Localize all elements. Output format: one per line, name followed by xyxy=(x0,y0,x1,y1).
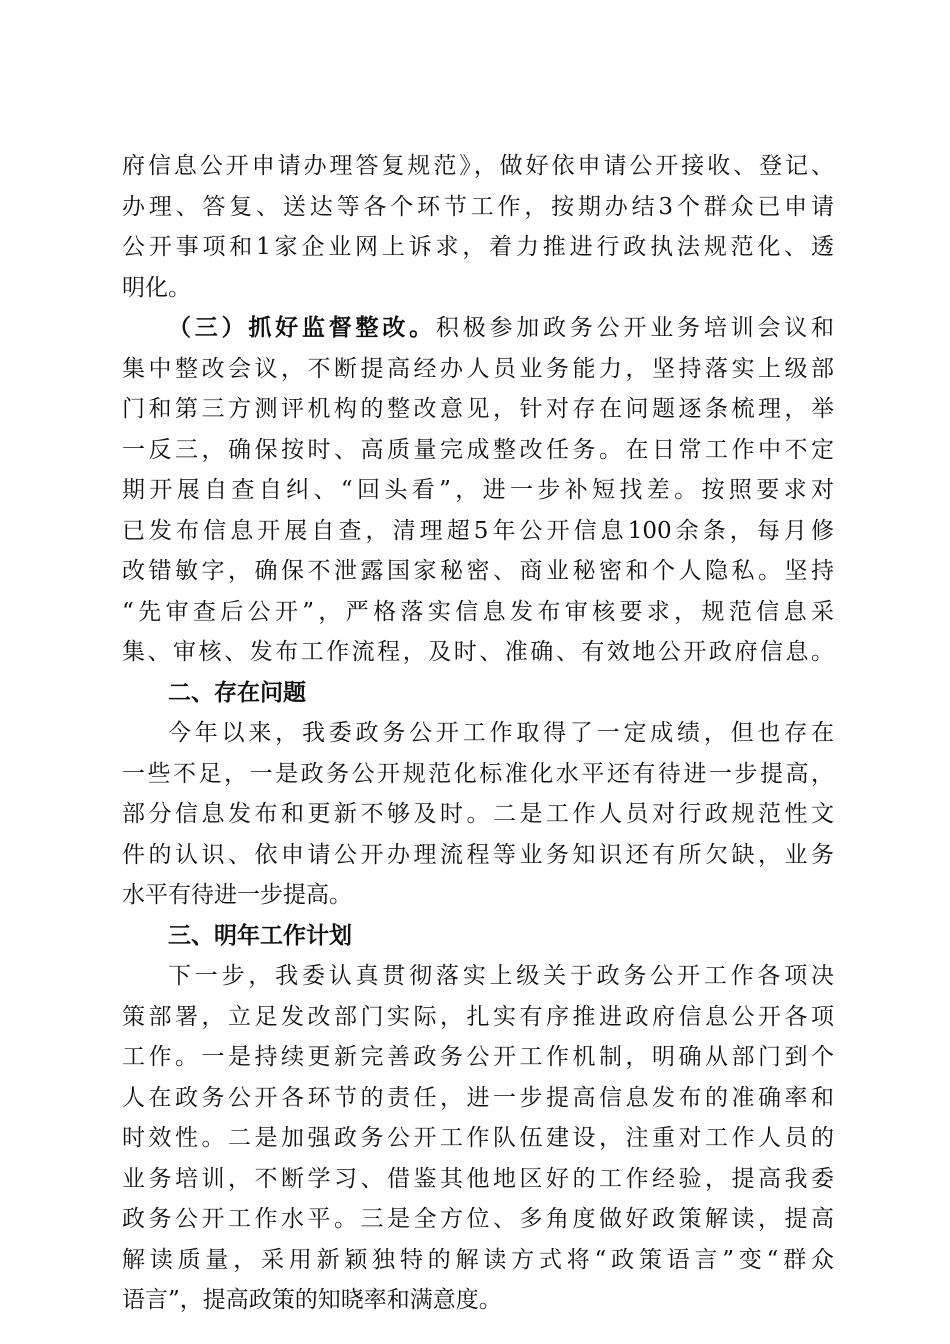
text-line: 时效性。二是加强政务公开工作队伍建设，注重对工作人员的 xyxy=(122,1125,834,1151)
text-line: 件的认识、依申请公开办理流程等业务知识还有所欠缺，业务 xyxy=(122,841,834,868)
section-heading: 二、存在问题 xyxy=(168,679,306,706)
text-line: 门和第三方测评机构的整改意见，针对存在问题逐条梳理，举 xyxy=(122,396,834,422)
text-line: 府信息公开申请办理答复规范》，做好依申请公开接收、登记、 xyxy=(122,153,834,179)
text-line: 策部署，立足发改部门实际，扎实有序推进政府信息公开各项 xyxy=(122,1003,834,1030)
text-line: 今年以来，我委政务公开工作取得了一定成绩，但也存在 xyxy=(168,720,834,746)
paragraph-intro xyxy=(122,146,834,308)
text-line: 水平有待进一步提高。 xyxy=(122,882,352,908)
text-line: 集中整改会议，不断提高经办人员业务能力，坚持落实上级部 xyxy=(122,355,834,382)
text-line: 业务培训，不断学习、借鉴其他地区好的工作经验，提高我委 xyxy=(122,1165,834,1192)
text-line: 一些不足，一是政务公开规范化标准化水平还有待进一步提高， xyxy=(122,760,834,787)
text-line: 解读质量，采用新颖独特的解读方式将“政策语言”变“群众 xyxy=(122,1246,834,1273)
section-plan xyxy=(122,916,834,1321)
text-line: 明化。 xyxy=(122,274,191,301)
text-line xyxy=(122,308,834,349)
text-line: 工作。一是持续更新完善政务公开工作机制，明确从部门到个 xyxy=(122,1044,834,1070)
section-problems xyxy=(122,673,834,916)
text-line: 改错敏字，确保不泄露国家秘密、商业秘密和个人隐私。坚持 xyxy=(122,558,834,584)
text-line: 政务公开工作水平。三是全方位、多角度做好政策解读，提高 xyxy=(122,1206,834,1232)
paragraph-supervision xyxy=(122,308,834,673)
subsection-lead: （三）抓好监督整改。 xyxy=(168,314,436,341)
text-line: 期开展自查自纠、“回头看”，进一步补短找差。按照要求对 xyxy=(122,477,834,503)
text-line: 集、审核、发布工作流程，及时、准确、有效地公开政府信息。 xyxy=(122,639,834,665)
text-line: 一反三，确保按时、高质量完成整改任务。在日常工作中不定 xyxy=(122,436,834,463)
text-line: 人在政务公开各环节的责任，进一步提高信息发布的准确率和 xyxy=(122,1084,834,1111)
text-line: 办理、答复、送达等各个环节工作，按期办结3个群众已申请 xyxy=(122,193,834,220)
text-line: 已发布信息开展自查，清理超5年公开信息100余条，每月修 xyxy=(122,517,834,544)
text-line: 语言”，提高政策的知晓率和满意度。 xyxy=(122,1287,502,1313)
document-body xyxy=(122,146,834,1321)
text-line: 下一步，我委认真贯彻落实上级关于政务公开工作各项决 xyxy=(168,963,834,989)
text-line: 部分信息发布和更新不够及时。二是工作人员对行政规范性文 xyxy=(122,801,834,827)
text-line: 公开事项和1家企业网上诉求，着力推进行政执法规范化、透 xyxy=(122,234,834,260)
section-heading: 三、明年工作计划 xyxy=(168,922,352,949)
text-line: “先审查后公开”，严格落实信息发布审核要求，规范信息采 xyxy=(122,598,834,625)
text-fragment: 积极参加政务公开业务培训会议和 xyxy=(435,315,834,341)
